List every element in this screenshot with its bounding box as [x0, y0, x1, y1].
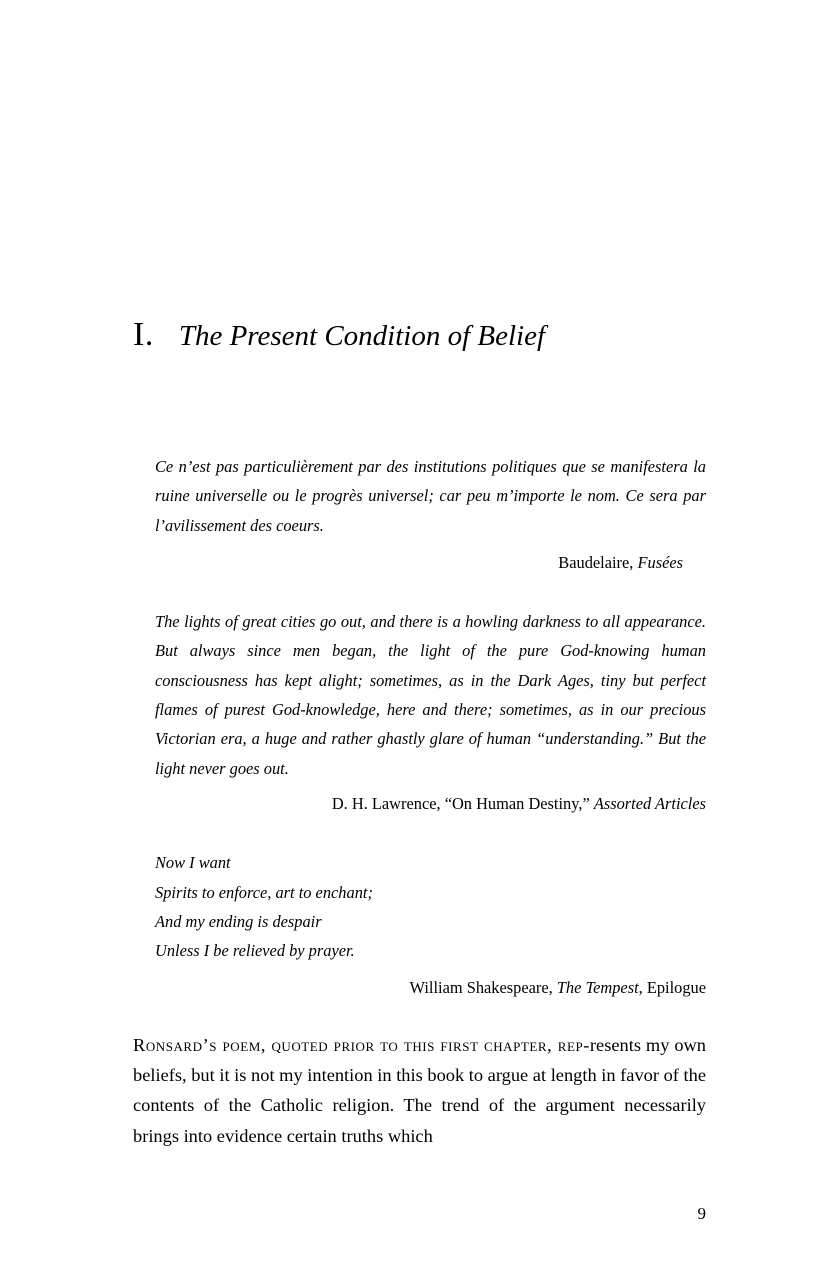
attribution-suffix: , Epilogue — [638, 978, 706, 998]
attribution-work: Fusées — [637, 552, 683, 572]
attribution-author: Baudelaire, — [558, 552, 638, 572]
epigraph-attribution — [155, 789, 706, 818]
verse-line: Now I want — [155, 853, 231, 873]
opening-small-caps-text: onsard’s poem, quoted prior to this first chapter, rep- — [145, 1035, 590, 1055]
epigraph-shakespeare — [155, 848, 706, 1002]
epigraph-verse-text — [155, 848, 706, 965]
attribution-author: William Shakespeare, — [409, 978, 557, 998]
chapter-number: I. — [133, 316, 154, 353]
attribution-author: D. H. Lawrence, “On Human Destiny,” — [331, 793, 594, 813]
opening-small-caps-line — [133, 1035, 590, 1055]
epigraph-attribution — [155, 973, 706, 1002]
verse-line: Spirits to enforce, art to enchant; — [155, 882, 373, 902]
epigraph-lawrence — [155, 607, 706, 818]
attribution-work: The Tempest — [556, 978, 639, 998]
opening-initial: R — [133, 1035, 146, 1055]
epigraph-text: Ce n’est pas particulièrement par des institutions politiques que se manifestera la ruine universelle ou le progrès universel; car peu m’importe le nom. Ce sera par l’avilissement des coeurs. — [155, 457, 706, 535]
epigraph-baudelaire — [155, 452, 706, 577]
page-number — [133, 1205, 706, 1222]
chapter-title: The Present Condition of Belief — [178, 320, 546, 352]
attribution-work: Assorted Articles — [593, 793, 706, 813]
epigraph-text: The lights of great cities go out, and there is a howling darkness to all appearance. But always since men began, the light of the pure God-knowing human consciousness has kept alight; sometimes, as in the Dark Ages, tiny but perfect flames of purest God-knowledge, here and there; sometimes, as in our precious Victorian era, a huge and rather ghastly glare of human “understanding.” But the light never goes out. — [155, 612, 706, 778]
verse-line: Unless I be relieved by prayer. — [155, 941, 355, 961]
page-number-value: 9 — [697, 1204, 706, 1223]
body-paragraph — [133, 1030, 706, 1151]
chapter-heading — [133, 318, 706, 352]
verse-line: And my ending is despair — [155, 911, 322, 931]
body-text-block — [133, 1030, 706, 1151]
body-rest-text: resents my own beliefs, but it is not my intention in this book to argue at length in favor of the contents of the Catholic religion. The trend of the argument necessarily brings into evidence certain truths which — [133, 1035, 706, 1146]
epigraph-attribution — [155, 548, 706, 577]
epigraph-group — [155, 452, 706, 1003]
